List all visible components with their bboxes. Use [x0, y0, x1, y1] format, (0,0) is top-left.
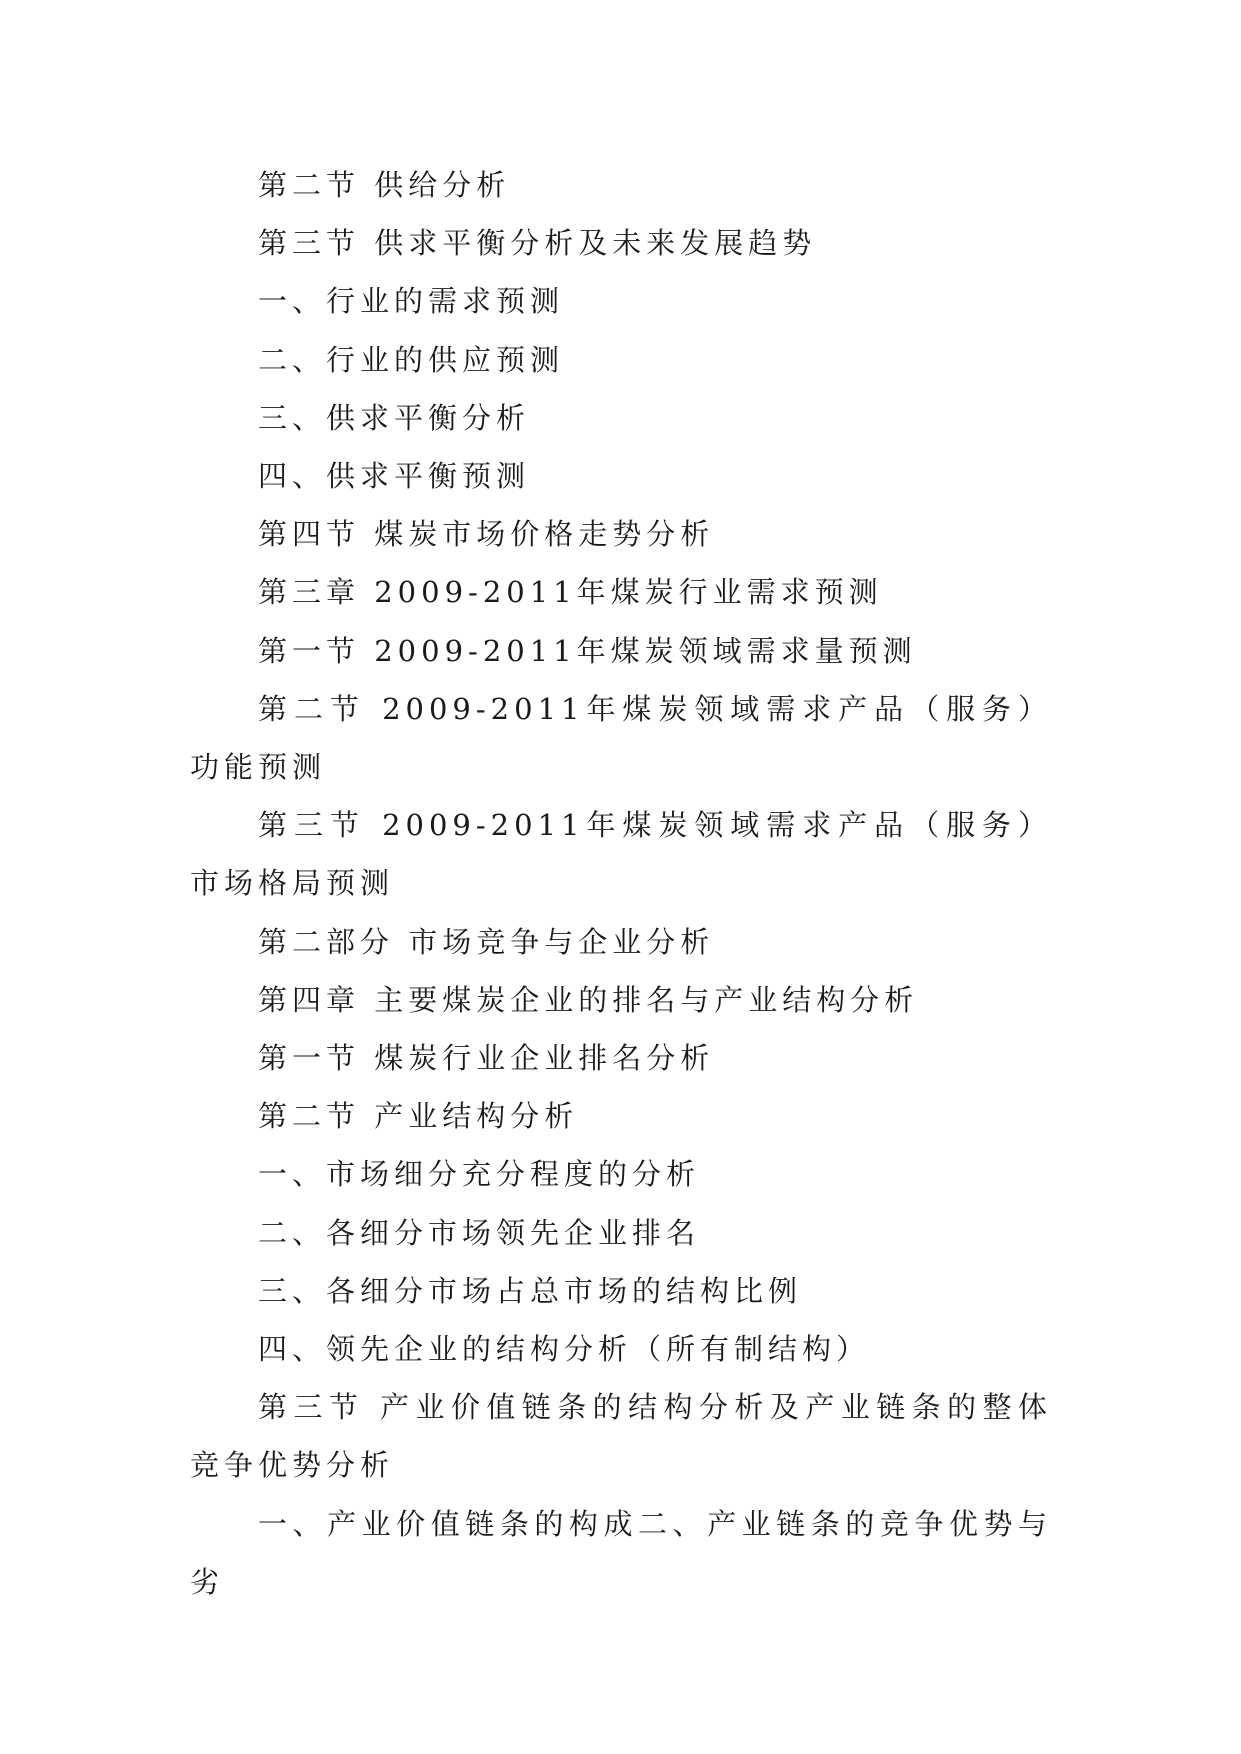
toc-line: 一、市场细分充分程度的分析 [258, 1157, 701, 1192]
toc-line: 第二节 产业结构分析 [258, 1099, 579, 1134]
toc-line: 第三节 供求平衡分析及未来发展趋势 [258, 226, 817, 261]
toc-line: 第四节 煤炭市场价格走势分析 [258, 517, 715, 552]
toc-line: 第三章 2009-2011年煤炭行业需求预测 [258, 575, 883, 610]
toc-line: 第三节 产业价值链条的结构分析及产业链条的整体竞争优势分析 [190, 1390, 1052, 1483]
toc-line: 二、各细分市场领先企业排名 [258, 1215, 701, 1250]
toc-line: 四、供求平衡预测 [258, 459, 531, 494]
toc-line: 第三节 2009-2011年煤炭领域需求产品（服务）市场格局预测 [190, 808, 1052, 901]
toc-line: 一、行业的需求预测 [258, 284, 565, 319]
toc-line: 三、各细分市场占总市场的结构比例 [258, 1273, 803, 1308]
toc-line: 第一节 2009-2011年煤炭领域需求量预测 [258, 633, 917, 668]
toc-line: 四、领先企业的结构分析（所有制结构） [258, 1332, 871, 1367]
toc-line: 第一节 煤炭行业企业排名分析 [258, 1041, 715, 1076]
toc-line: 三、供求平衡分析 [258, 400, 531, 435]
toc-line: 第二节 供给分析 [258, 168, 511, 202]
table-of-contents [190, 156, 1052, 1611]
toc-line: 二、行业的供应预测 [258, 342, 565, 377]
toc-line: 第二节 2009-2011年煤炭领域需求产品（服务）功能预测 [190, 691, 1052, 785]
toc-line: 第二部分 市场竞争与企业分析 [258, 924, 715, 959]
toc-line: 一、产业价值链条的构成二、产业链条的竞争优势与劣 [190, 1506, 1052, 1599]
toc-line: 第四章 主要煤炭企业的排名与产业结构分析 [258, 982, 919, 1017]
